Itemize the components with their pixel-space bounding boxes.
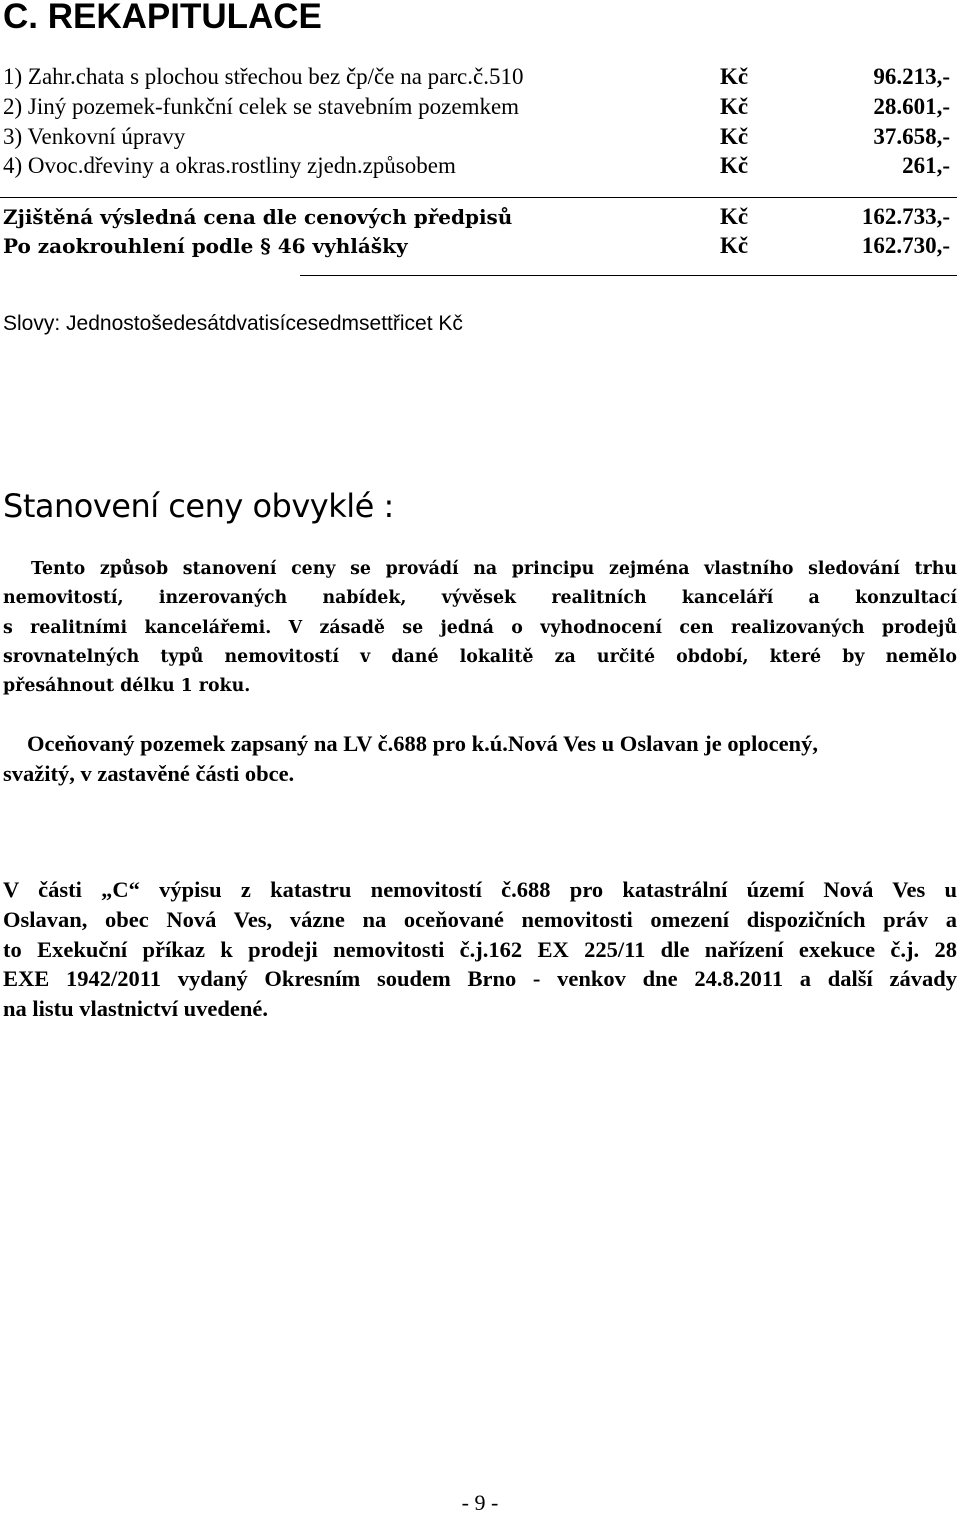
paragraph-line: srovnatelných typů nemovitostí v dané lokalitě za určité období, které by nemělo <box>3 646 957 667</box>
paragraph-line: přesáhnout délku 1 roku. <box>3 676 251 697</box>
paragraph-line: svažitý, v zastavěné části obce. <box>3 760 295 786</box>
subheading: Stanovení ceny obvyklé : <box>3 487 394 525</box>
total-currency: Kč <box>720 204 749 229</box>
item-amount: 261,- <box>902 153 950 178</box>
totals-divider <box>0 197 957 198</box>
item-label: 4) Ovoc.dřeviny a okras.rostliny zjedn.způsobem <box>3 153 456 178</box>
paragraph-line: V části „C“ výpisu z katastru nemovitostí č.688 pro katastrální území Nová Ves u <box>3 877 957 902</box>
section-heading: C. REKAPITULACE <box>3 0 322 36</box>
paragraph-line: s realitními kancelářemi. V zásadě se jedná o vyhodnocení cen realizovaných prodejů <box>3 617 957 638</box>
recap-item-1 <box>3 62 957 92</box>
item-currency: Kč <box>720 64 749 89</box>
total-amount: 162.733,- <box>861 204 950 229</box>
item-label: 2) Jiný pozemek-funkční celek se stavebním pozemkem <box>3 94 520 119</box>
paragraph-line: EXE 1942/2011 vydaný Okresním soudem Brno - venkov dne 24.8.2011 a další závady <box>3 966 957 992</box>
words-divider <box>300 275 957 276</box>
paragraph-line: Tento způsob stanovení ceny se provádí na principu zejména vlastního sledování trhu <box>31 559 957 579</box>
item-amount: 28.601,- <box>873 94 950 119</box>
total-amount: 162.730,- <box>861 233 950 258</box>
total-rounded <box>3 231 957 261</box>
encumbrance-paragraph <box>3 875 957 1024</box>
recap-item-4 <box>3 151 957 181</box>
amount-in-words <box>3 308 463 340</box>
paragraph-line: nemovitostí, inzerovaných nabídek, vývěsek realitních kanceláří a konzultací <box>3 588 957 609</box>
recap-item-3 <box>3 122 957 152</box>
item-label: 3) Venkovní úpravy <box>3 124 186 149</box>
recap-item-2 <box>3 92 957 122</box>
paragraph-line: Oceňovaný pozemek zapsaný na LV č.688 pro k.ú.Nová Ves u Oslavan je oplocený, <box>27 731 818 756</box>
total-currency: Kč <box>720 233 749 258</box>
paragraph-line: na listu vlastnictví uvedené. <box>3 996 269 1022</box>
paragraph-line: to Exekuční příkaz k prodeji nemovitosti č.j.162 EX 225/11 dle nařízení exekuce č.j. 28 <box>3 936 957 962</box>
total-computed <box>3 202 957 232</box>
total-label: Zjištěná výsledná cena dle cenových předpisů <box>3 205 513 229</box>
words-prefix: Slovy: <box>3 312 61 335</box>
item-currency: Kč <box>720 124 749 149</box>
words-value: Jednostošedesátdvatisícesedmsettřicet Kč <box>66 312 463 335</box>
method-paragraph <box>3 555 957 701</box>
item-currency: Kč <box>720 153 749 178</box>
page-number: - 9 - <box>461 1490 499 1515</box>
item-amount: 37.658,- <box>873 124 950 149</box>
item-currency: Kč <box>720 94 749 119</box>
total-label: Po zaokrouhlení podle § 46 vyhlášky <box>3 234 408 258</box>
item-amount: 96.213,- <box>873 64 950 89</box>
property-paragraph <box>3 729 957 788</box>
item-label: 1) Zahr.chata s plochou střechou bez čp/če na parc.č.510 <box>3 64 524 89</box>
paragraph-line: Oslavan, obec Nová Ves, vázne na oceňované nemovitosti omezení dispozičních práv a <box>3 906 957 932</box>
